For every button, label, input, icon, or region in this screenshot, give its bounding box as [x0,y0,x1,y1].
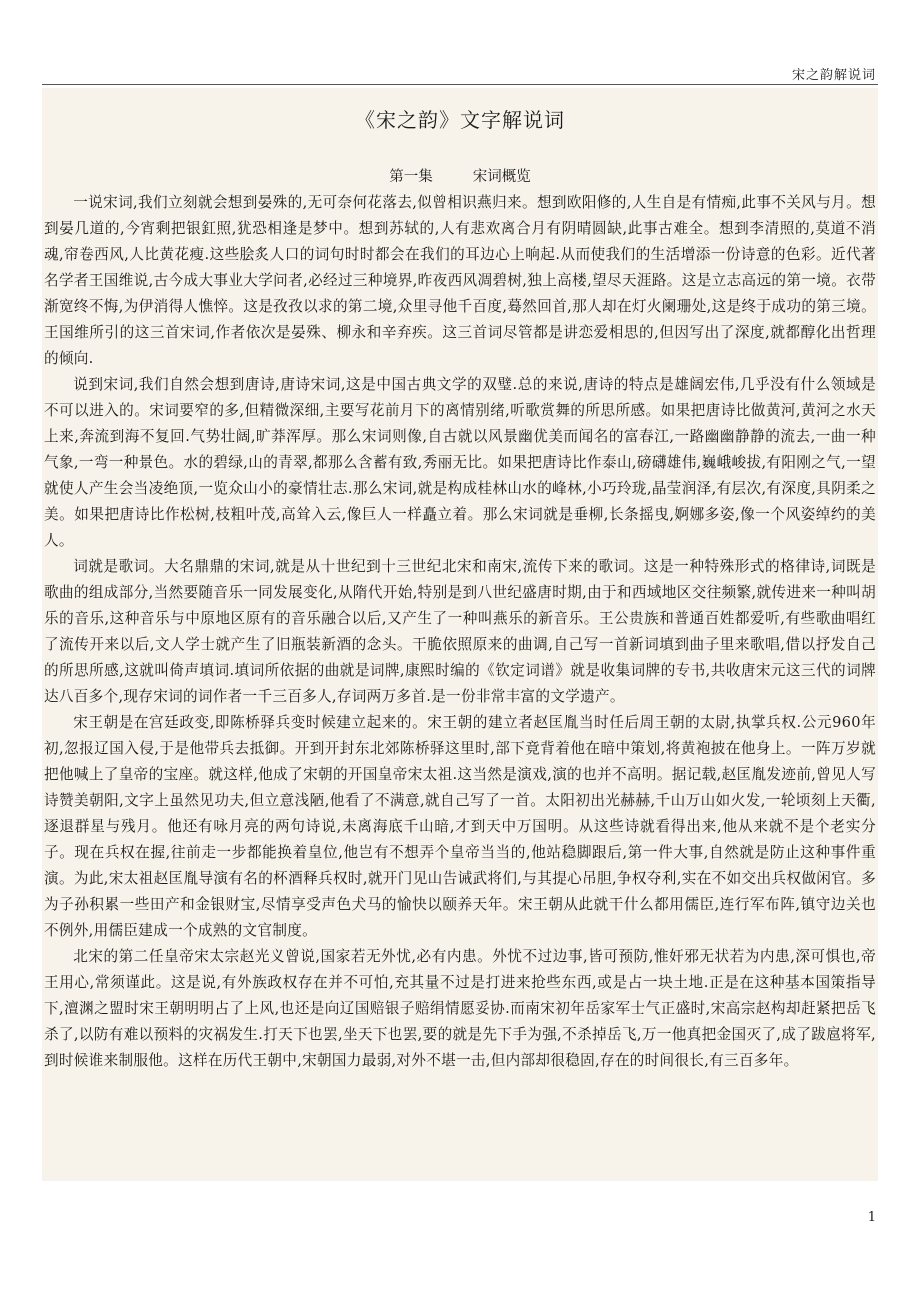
paragraph: 北宋的第二任皇帝宋太宗赵光义曾说,国家若无外忧,必有内患。外忧不过边事,皆可预防,惟奸邪无状若为内患,深可惧也,帝王用心,常须谨此。这是说,有外族政权存在并不可怕,充其量不过是打进来抢些东西,或是占一块土地.正是在这种基本国策指导下,澶渊之盟时宋王朝明明占了上风,也还是向辽国赔银子赔绢情愿妥协.而南宋初年岳家军士气正盛时,宋高宗赵构却赶紧把岳飞杀了,以防有难以预料的灾祸发生.打天下也罢,坐天下也罢,要的就是先下手为强,不杀掉岳飞,万一他真把金国灭了,成了跋扈将军,到时候谁来制服他。这样在历代王朝中,宋朝国力最弱,对外不堪一击,但内部却很稳固,存在的时间很长,有三百多年。 [44,948,876,1069]
document-title: 《宋之韵》文字解说词 [355,108,565,132]
paragraph: 一说宋词,我们立刻就会想到晏殊的,无可奈何花落去,似曾相识燕归来。想到欧阳修的,人生自是有情痴,此事不关风与月。想到晏几道的,今宵剩把银釭照,犹恐相逢是梦中。想到苏轼的,人有悲欢离合月有阴晴圆缺,此事古难全。想到李清照的,莫道不消魂,帘卷西风,人比黄花瘦.这些脍炙人口的词句时时都会在我们的耳边心上响起.从而使我们的生活增添一份诗意的色彩。近代著名学者王国维说,古今成大事业大学问者,必经过三种境界,昨夜西风凋碧树,独上高楼,望尽天涯路。这是立志高远的第一境。衣带渐宽终不悔,为伊消得人憔悴。这是孜孜以求的第二境,众里寻他千百度,蓦然回首,那人却在灯火阑珊处,这是终于成功的第三境。王国维所引的这三首宋词,作者依次是晏殊、柳永和辛弃疾。这三首词尽管都是讲恋爱相思的,但因写出了深度,就都醇化出哲理的倾向. [44,194,876,367]
section-name: 宋词概览 [472,169,531,185]
title-spacer [44,142,876,164]
page-number: 1 [867,1210,876,1225]
paragraph: 词就是歌词。大名鼎鼎的宋词,就是从十世纪到十三世纪北宋和南宋,流传下来的歌词。这是一种特殊形式的格律诗,词既是歌曲的组成部分,当然要随音乐一同发展变化,从隋代开始,特别是到八世纪盛唐时期,由于和西域地区交往频繁,就传进来一种叫胡乐的音乐,这种音乐与中原地区原有的音乐融合以后,又产生了一种叫燕乐的新音乐。王公贵族和普通百姓都爱听,有些歌曲唱红了流传开来以后,文人学士就产生了旧瓶装新酒的念头。干脆依照原来的曲调,自己写一首新词填到曲子里来歌唱,借以抒发自己的所思所感,这就叫倚声填词.填词所依据的曲就是词牌,康熙时编的《钦定词谱》就是收集词牌的专书,共收唐宋元这三代的词牌达八百多个,现存宋词的词作者一千三百多人,存词两万多首.是一份非常丰富的文学遗产。 [44,558,876,705]
header-rule [42,84,878,85]
document-body [42,88,878,1181]
paragraph: 说到宋词,我们自然会想到唐诗,唐诗宋词,这是中国古典文学的双璧.总的来说,唐诗的特点是雄阔宏伟,几乎没有什么领域是不可以进入的。宋词要窄的多,但精微深细,主要写花前月下的离情别绪,听歌赏舞的所思所感。如果把唐诗比做黄河,黄河之水天上来,奔流到海不复回.气势壮阔,旷莽浑厚。那么宋词则像,自古就以风景幽优美而闻名的富春江,一路幽幽静静的流去,一曲一种气象,一弯一种景色。水的碧绿,山的青翠,都那么含蓄有致,秀丽无比。如果把唐诗比作泰山,磅礴雄伟,巍峨峻拔,有阳刚之气,一望就使人产生会当凌绝顶,一览众山小的豪情壮志.那么宋词,就是构成桂林山水的峰林,小巧玲珑,晶莹润泽,有层次,有深度,具阴柔之美。如果把唐诗比作松树,枝粗叶茂,高耸入云,像巨人一样矗立着。那么宋词就是垂柳,长条摇曳,婀娜多姿,像一个风姿绰约的美人。 [44,376,876,549]
paragraph: 宋王朝是在宫廷政变,即陈桥驿兵变时候建立起来的。宋王朝的建立者赵匡胤当时任后周王朝的太尉,执掌兵权.公元960年初,忽报辽国入侵,于是他带兵去抵御。开到开封东北郊陈桥驿这里时,部下竟背着他在暗中策划,将黄袍披在他身上。一阵万岁就把他喊上了皇帝的宝座。就这样,他成了宋朝的开国皇帝宋太祖.这当然是演戏,演的也并不高明。据记载,赵匡胤发迹前,曾见人写诗赞美朝阳,文字上虽然见功夫,但立意浅陋,他看了不满意,就自己写了一首。太阳初出光赫赫,千山万山如火发,一轮顷刻上天衢,逐退群星与残月。他还有咏月亮的两句诗说,未离海底千山暗,才到天中万国明。从这些诗就看得出来,他从来就不是个老实分子。现在兵权在握,往前走一步都能换着皇位,他岂有不想弄个皇帝当当的,他站稳脚跟后,第一件大事,自然就是防止这种事件重演。为此,宋太祖赵匡胤导演有名的杯酒释兵权时,就开门见山告诫武将们,与其提心吊胆,争权夺利,实在不如交出兵权做闲官。多为子孙积累一些田产和金银财宝,尽情享受声色犬马的愉快以颐养天年。宋王朝从此就干什么都用儒臣,连行军布阵,镇守边关也不例外,用儒臣建成一个成熟的文官制度。 [44,714,876,939]
running-header: 宋之韵解说词 [791,68,876,83]
section-label: 第一集 [389,169,433,185]
section-heading [44,164,876,190]
